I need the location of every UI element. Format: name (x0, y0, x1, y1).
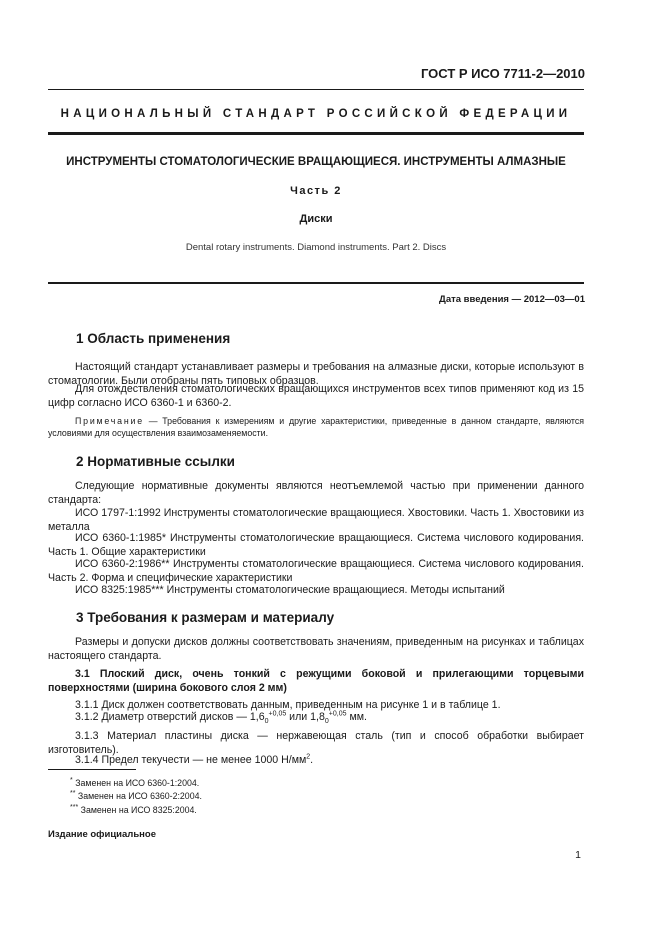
unit-exponent: 2 (306, 753, 311, 761)
standard-code: ГОСТ Р ИСО 7711-2—2010 (420, 66, 585, 81)
title-rule (48, 282, 584, 284)
english-title: Dental rotary instruments. Diamond instruments. Part 2. Discs (185, 242, 447, 253)
subsection-3-1: 3.1 Плоский диск, очень тонкий с режущими боковой и прилегающими торцевыми поверхностями (ширина бокового слоя 2 мм) (48, 668, 584, 694)
clause-3-1-2-text-2: или 1,8 (286, 711, 325, 723)
clause-3-1-2-text: 3.1.2 Диаметр отверстий дисков — 1,6 (75, 711, 265, 723)
clause-3-1-1: 3.1.1 Диск должен соответствовать данным, приведенным на рисунке 1 и в таблице 1. (75, 699, 501, 711)
banner-rule (48, 132, 584, 135)
footnote-text: Заменен на ИСО 8325:2004. (80, 804, 197, 815)
section-1-heading: 1 Область применения (76, 331, 231, 346)
section-2-heading: 2 Нормативные ссылки (76, 454, 235, 469)
footnote-mark: ** (70, 790, 76, 797)
clause-3-1-2 (48, 711, 584, 725)
note-label: Примечание (75, 416, 144, 426)
intro-date: Дата введения — 2012—03—01 (439, 294, 585, 305)
footnote-text: Заменен на ИСО 6360-1:2004. (75, 777, 200, 788)
footnote-item (70, 788, 202, 802)
section-3-paragraph-1: Размеры и допуски дисков должны соответствовать значениям, приведенным на рисунках и таблицах настоящего стандарта. (48, 636, 584, 662)
reference-item: ИСО 8325:1985*** Инструменты стоматологические вращающиеся. Методы испытаний (75, 584, 505, 596)
section-1-paragraph-2: Для отождествления стоматологических вращающихся инструментов всех типов применяют код из 15 цифр согласно ИСО 6360-1 и 6360-2. (48, 383, 584, 409)
national-standard-banner: НАЦИОНАЛЬНЫЙ СТАНДАРТ РОССИЙСКОЙ ФЕДЕРАЦИИ (60, 108, 572, 120)
clause-3-1-2-unit: мм. (346, 711, 367, 723)
part-label: Часть 2 (290, 185, 342, 197)
reference-item: ИСО 1797-1:1992 Инструменты стоматологические вращающиеся. Хвостовики. Часть 1. Хвостовики из металла (48, 507, 584, 533)
footnote-mark: *** (70, 804, 79, 811)
section-3-heading: 3 Требования к размерам и материалу (76, 610, 335, 625)
note-text: — Требования к измерениям и другие характеристики, приведенные в данном стандарте, являются условиями для осуществления взаимозаменяемости. (48, 416, 584, 438)
tolerance-lower: 0 (264, 718, 269, 726)
footnote-text: Заменен на ИСО 6360-2:2004. (77, 790, 202, 801)
footnote-mark: * (70, 777, 73, 784)
section-1-paragraph-1: Настоящий стандарт устанавливает размеры и требования на алмазные диски, которые используют в стоматологии. Были отобраны пять типовых образцов. (48, 361, 584, 387)
document-subtitle: Диски (299, 213, 333, 225)
header-rule (48, 89, 584, 90)
footnote-separator (48, 769, 136, 770)
document-title: ИНСТРУМЕНТЫ СТОМАТОЛОГИЧЕСКИЕ ВРАЩАЮЩИЕСЯ. ИНСТРУМЕНТЫ АЛМАЗНЫЕ (66, 156, 566, 168)
edition-label: Издание официальное (48, 829, 156, 840)
reference-item: ИСО 6360-1:1985* Инструменты стоматологические вращающиеся. Система числового кодирования. Часть 1. Общие характеристики (48, 532, 584, 558)
clause-3-1-3: 3.1.3 Материал пластины диска — нержавеющая сталь (тип и способ обработки выбирает изготовитель). (48, 730, 584, 756)
clause-3-1-4-text: 3.1.4 Предел текучести — не менее 1000 Н/мм (75, 754, 307, 766)
tolerance-upper: +0,05 (268, 710, 287, 718)
section-2-intro: Следующие нормативные документы являются неотъемлемой частью при применении данного стандарта: (48, 480, 584, 506)
tolerance-lower-2: 0 (324, 718, 329, 726)
clause-3-1-4 (48, 754, 584, 768)
section-1-note (48, 415, 584, 439)
page-number: 1 (575, 849, 581, 861)
reference-item: ИСО 6360-2:1986** Инструменты стоматологические вращающиеся. Система числового кодирования. Часть 2. Форма и специфические характеристики (48, 558, 584, 584)
clause-3-1-4-end: . (310, 754, 314, 766)
tolerance-upper-2: +0,05 (328, 710, 347, 718)
footnote-item (70, 802, 197, 816)
footnote-item (70, 775, 199, 789)
